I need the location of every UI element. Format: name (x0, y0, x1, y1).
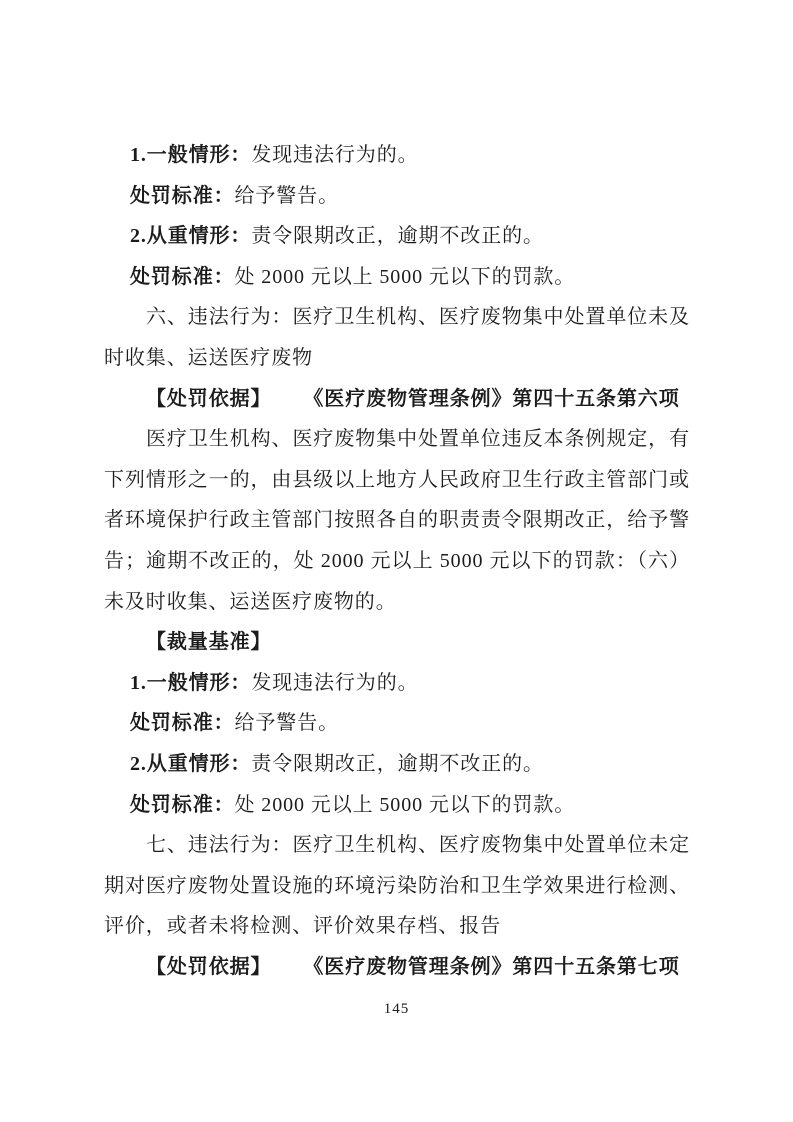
page-number: 145 (383, 1001, 410, 1017)
penalty-item-text: 责令限期改正，逾期不改正的。 (251, 225, 544, 248)
penalty-item-label: 2.从重情形： (130, 752, 252, 775)
penalty-item-line (104, 703, 690, 744)
regulation-body-paragraph: 医疗卫生机构、医疗废物集中处置单位违反本条例规定，有下列情形之一的，由县级以上地方人民政府卫生行政主管部门或者环境保护行政主管部门按照各自的职责责令限期改正，给予警告；逾期不改正的，处 2000 元以上 5000 元以下的罚款：（六）未及时收集、运送医疗废物的。 (104, 428, 690, 613)
discretion-standard-heading: 【裁量基准】 (146, 631, 272, 654)
penalty-item-text: 处 2000 元以上 5000 元以下的罚款。 (234, 793, 576, 816)
penalty-item-line (104, 135, 690, 176)
penalty-item-label: 1.一般情形： (130, 144, 252, 166)
penalty-item-text: 给予警告。 (234, 184, 339, 207)
penalty-item-text: 处 2000 元以上 5000 元以下的罚款。 (234, 265, 576, 288)
penalty-item-label: 1.一般情形： (130, 671, 252, 694)
penalty-item-text: 责令限期改正，逾期不改正的。 (251, 752, 544, 775)
violation-clause-seven: 七、违法行为：医疗卫生机构、医疗废物集中处置单位未定期对医疗废物处置设施的环境污染防治和卫生学效果进行检测、评价，或者未将检测、评价效果存档、报告 (104, 834, 690, 938)
penalty-item-line (104, 663, 690, 704)
penalty-item-label: 2.从重情形： (130, 225, 252, 248)
penalty-item-label: 处罚标准： (130, 265, 235, 288)
penalty-basis-line (104, 379, 690, 420)
penalty-basis-label: 【处罚依据】 (146, 955, 272, 978)
penalty-basis-reference: 《医疗废物管理条例》第四十五条第七项 (313, 955, 680, 978)
document-content (104, 135, 690, 987)
violation-clause-six: 六、违法行为：医疗卫生机构、医疗废物集中处置单位未及时收集、运送医疗废物 (104, 306, 690, 369)
penalty-item-text: 发现违法行为的。 (251, 144, 419, 166)
penalty-item-label: 处罚标准： (130, 184, 235, 207)
penalty-item-line (104, 257, 690, 298)
penalty-basis-reference: 《医疗废物管理条例》第四十五条第六项 (313, 387, 680, 410)
penalty-item-text: 发现违法行为的。 (251, 671, 419, 694)
penalty-item-line (104, 744, 690, 785)
penalty-item-label: 处罚标准： (130, 712, 235, 735)
penalty-item-line (104, 176, 690, 217)
penalty-item-line (104, 785, 690, 826)
penalty-basis-line (104, 947, 690, 988)
penalty-basis-label: 【处罚依据】 (146, 387, 272, 410)
penalty-item-line (104, 216, 690, 257)
penalty-item-label: 处罚标准： (130, 793, 235, 816)
penalty-item-text: 给予警告。 (234, 712, 339, 735)
